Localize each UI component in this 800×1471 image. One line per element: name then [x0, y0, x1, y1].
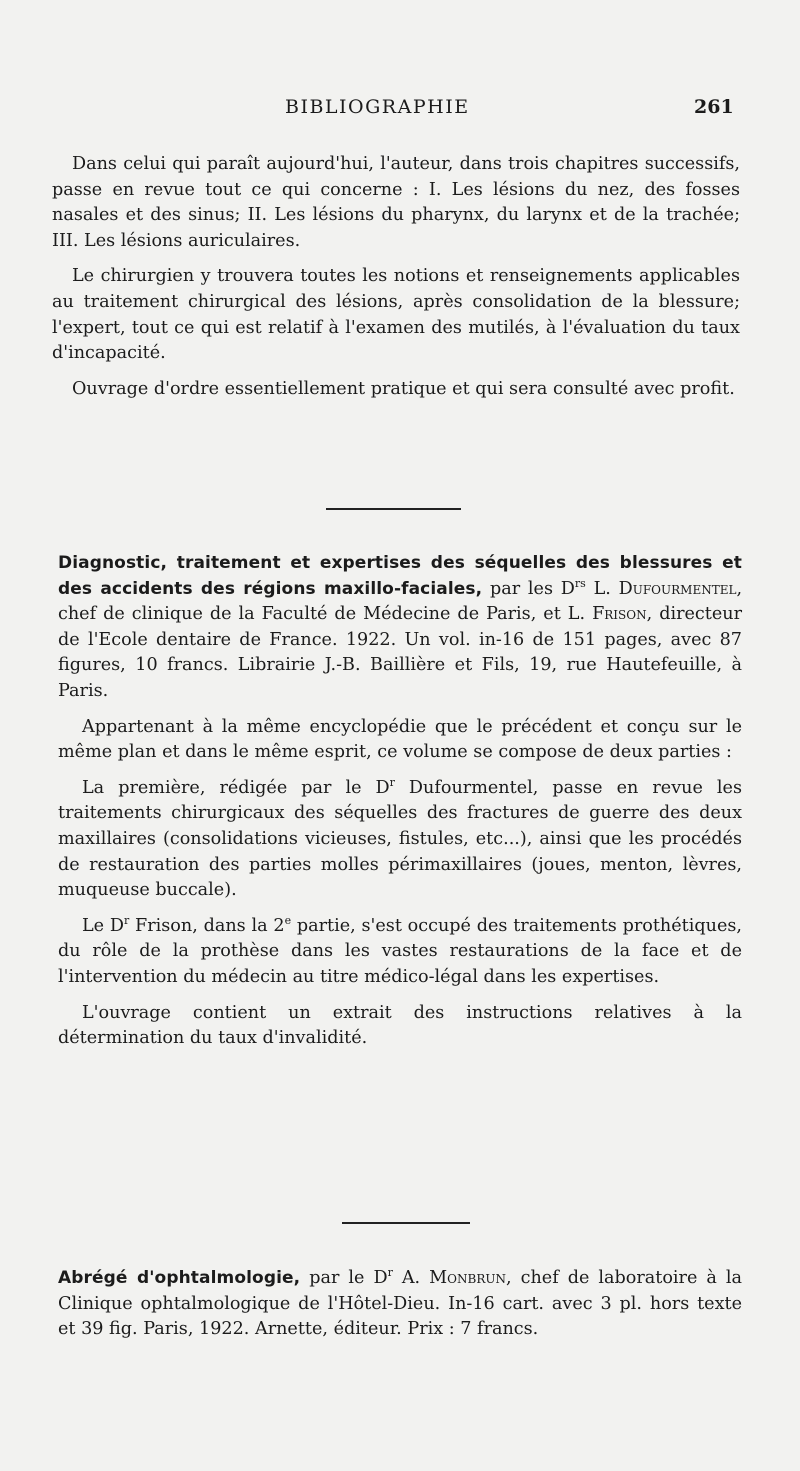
section-divider: [342, 1222, 470, 1224]
bibliographic-reference: [58, 551, 742, 705]
text-run: Dufourmentel, passe en revue les traitements chirurgicaux des séquelles des fractures de guerre des deux maxillaires (consolidations vicieuses, fistules, etc...), ainsi que les procédés de restauration des parties molles périmaxillaires (joues, menton, lèvres, muqueuse buccale).: [58, 777, 742, 901]
superscript: r: [389, 775, 395, 789]
paragraph: Le chirurgien y trouvera toutes les notions et renseignements applicables au traitement chirurgical des lésions, après consolidation de la blessure; l'expert, tout ce qui est relatif à l'examen des mutilés, à l'évaluation du taux d'incapacité.: [52, 266, 740, 364]
first-review-continuation: [52, 152, 740, 402]
bibliographic-reference: [58, 1266, 742, 1343]
author-initial: A.: [401, 1268, 421, 1288]
page-number: 261: [694, 96, 734, 118]
paragraph: Dans celui qui paraît aujourd'hui, l'auteur, dans trois chapitres successifs, passe en revue tout ce qui concerne : I. Les lésions du nez, des fosses nasales et des sinus; II. Les lésions du pharynx, du larynx et de la trachée; III. Les lésions auriculaires.: [52, 154, 740, 251]
text-run: La première, rédigée par le D: [82, 777, 390, 798]
by-label: par les: [489, 578, 553, 599]
running-title: BIBLIOGRAPHIE: [285, 96, 470, 118]
superscript: e: [284, 913, 292, 927]
text-run: Frison, dans la 2: [129, 915, 285, 936]
paragraph: L'ouvrage contient un extrait des instructions relatives à la détermination du taux d'invalidité.: [58, 1002, 742, 1049]
superscript: r: [123, 913, 130, 927]
running-head: [0, 96, 800, 122]
by-label: par le D: [309, 1268, 388, 1288]
text-run: partie, s'est occupé des traitements prothétiques, du rôle de la prothèse dans les vastes restaurations de la face et de l'intervention du médecin au titre médico-légal dans les expertises.: [58, 915, 743, 987]
text-run: Le D: [82, 915, 124, 936]
author-name: Frison: [592, 604, 647, 625]
paragraph: Appartenant à la même encyclopédie que le précédent et conçu sur le même plan et dans le même esprit, ce volume se compose de deux parties :: [58, 716, 742, 763]
section-divider: [326, 508, 461, 510]
book-title: Abrégé d'ophtalmologie,: [58, 1268, 301, 1288]
doctors-prefix: D: [560, 578, 575, 599]
publication-details: , chef de laboratoire à la Clinique ophtalmologique de l'Hôtel-Dieu. In-16 cart. avec 3 pl. hors texte et 39 fig. Paris, 1922. Arnette, éditeur. Prix : 7 francs.: [58, 1268, 743, 1340]
paragraph: [58, 914, 742, 991]
review-entry-maxillo-faciales: [58, 551, 742, 1052]
doctor-superscript: r: [387, 1266, 393, 1280]
publication-details: , directeur de l'Ecole dentaire de France. 1922. Un vol. in-16 de 151 pages, avec 87 figures, 10 francs. Librairie J.-B. Baillière et Fils, 19, rue Hautefeuille, à Paris.: [58, 604, 742, 701]
author-name: Dufourmentel: [618, 578, 737, 599]
author-name: Monbrun: [429, 1268, 506, 1288]
author-initial: L.: [593, 578, 611, 599]
book-title: Diagnostic, traitement et expertises des séquelles des blessures et des accidents des régions maxillo-faciales,: [58, 553, 742, 599]
paragraph: [58, 776, 742, 904]
review-entry-ophtalmologie: [58, 1266, 742, 1343]
author-affiliation: , chef de clinique de la Faculté de Médecine de Paris, et L.: [58, 578, 743, 625]
paragraph: Ouvrage d'ordre essentiellement pratique et qui sera consulté avec profit.: [72, 378, 735, 399]
doctors-superscript: rs: [574, 576, 586, 590]
